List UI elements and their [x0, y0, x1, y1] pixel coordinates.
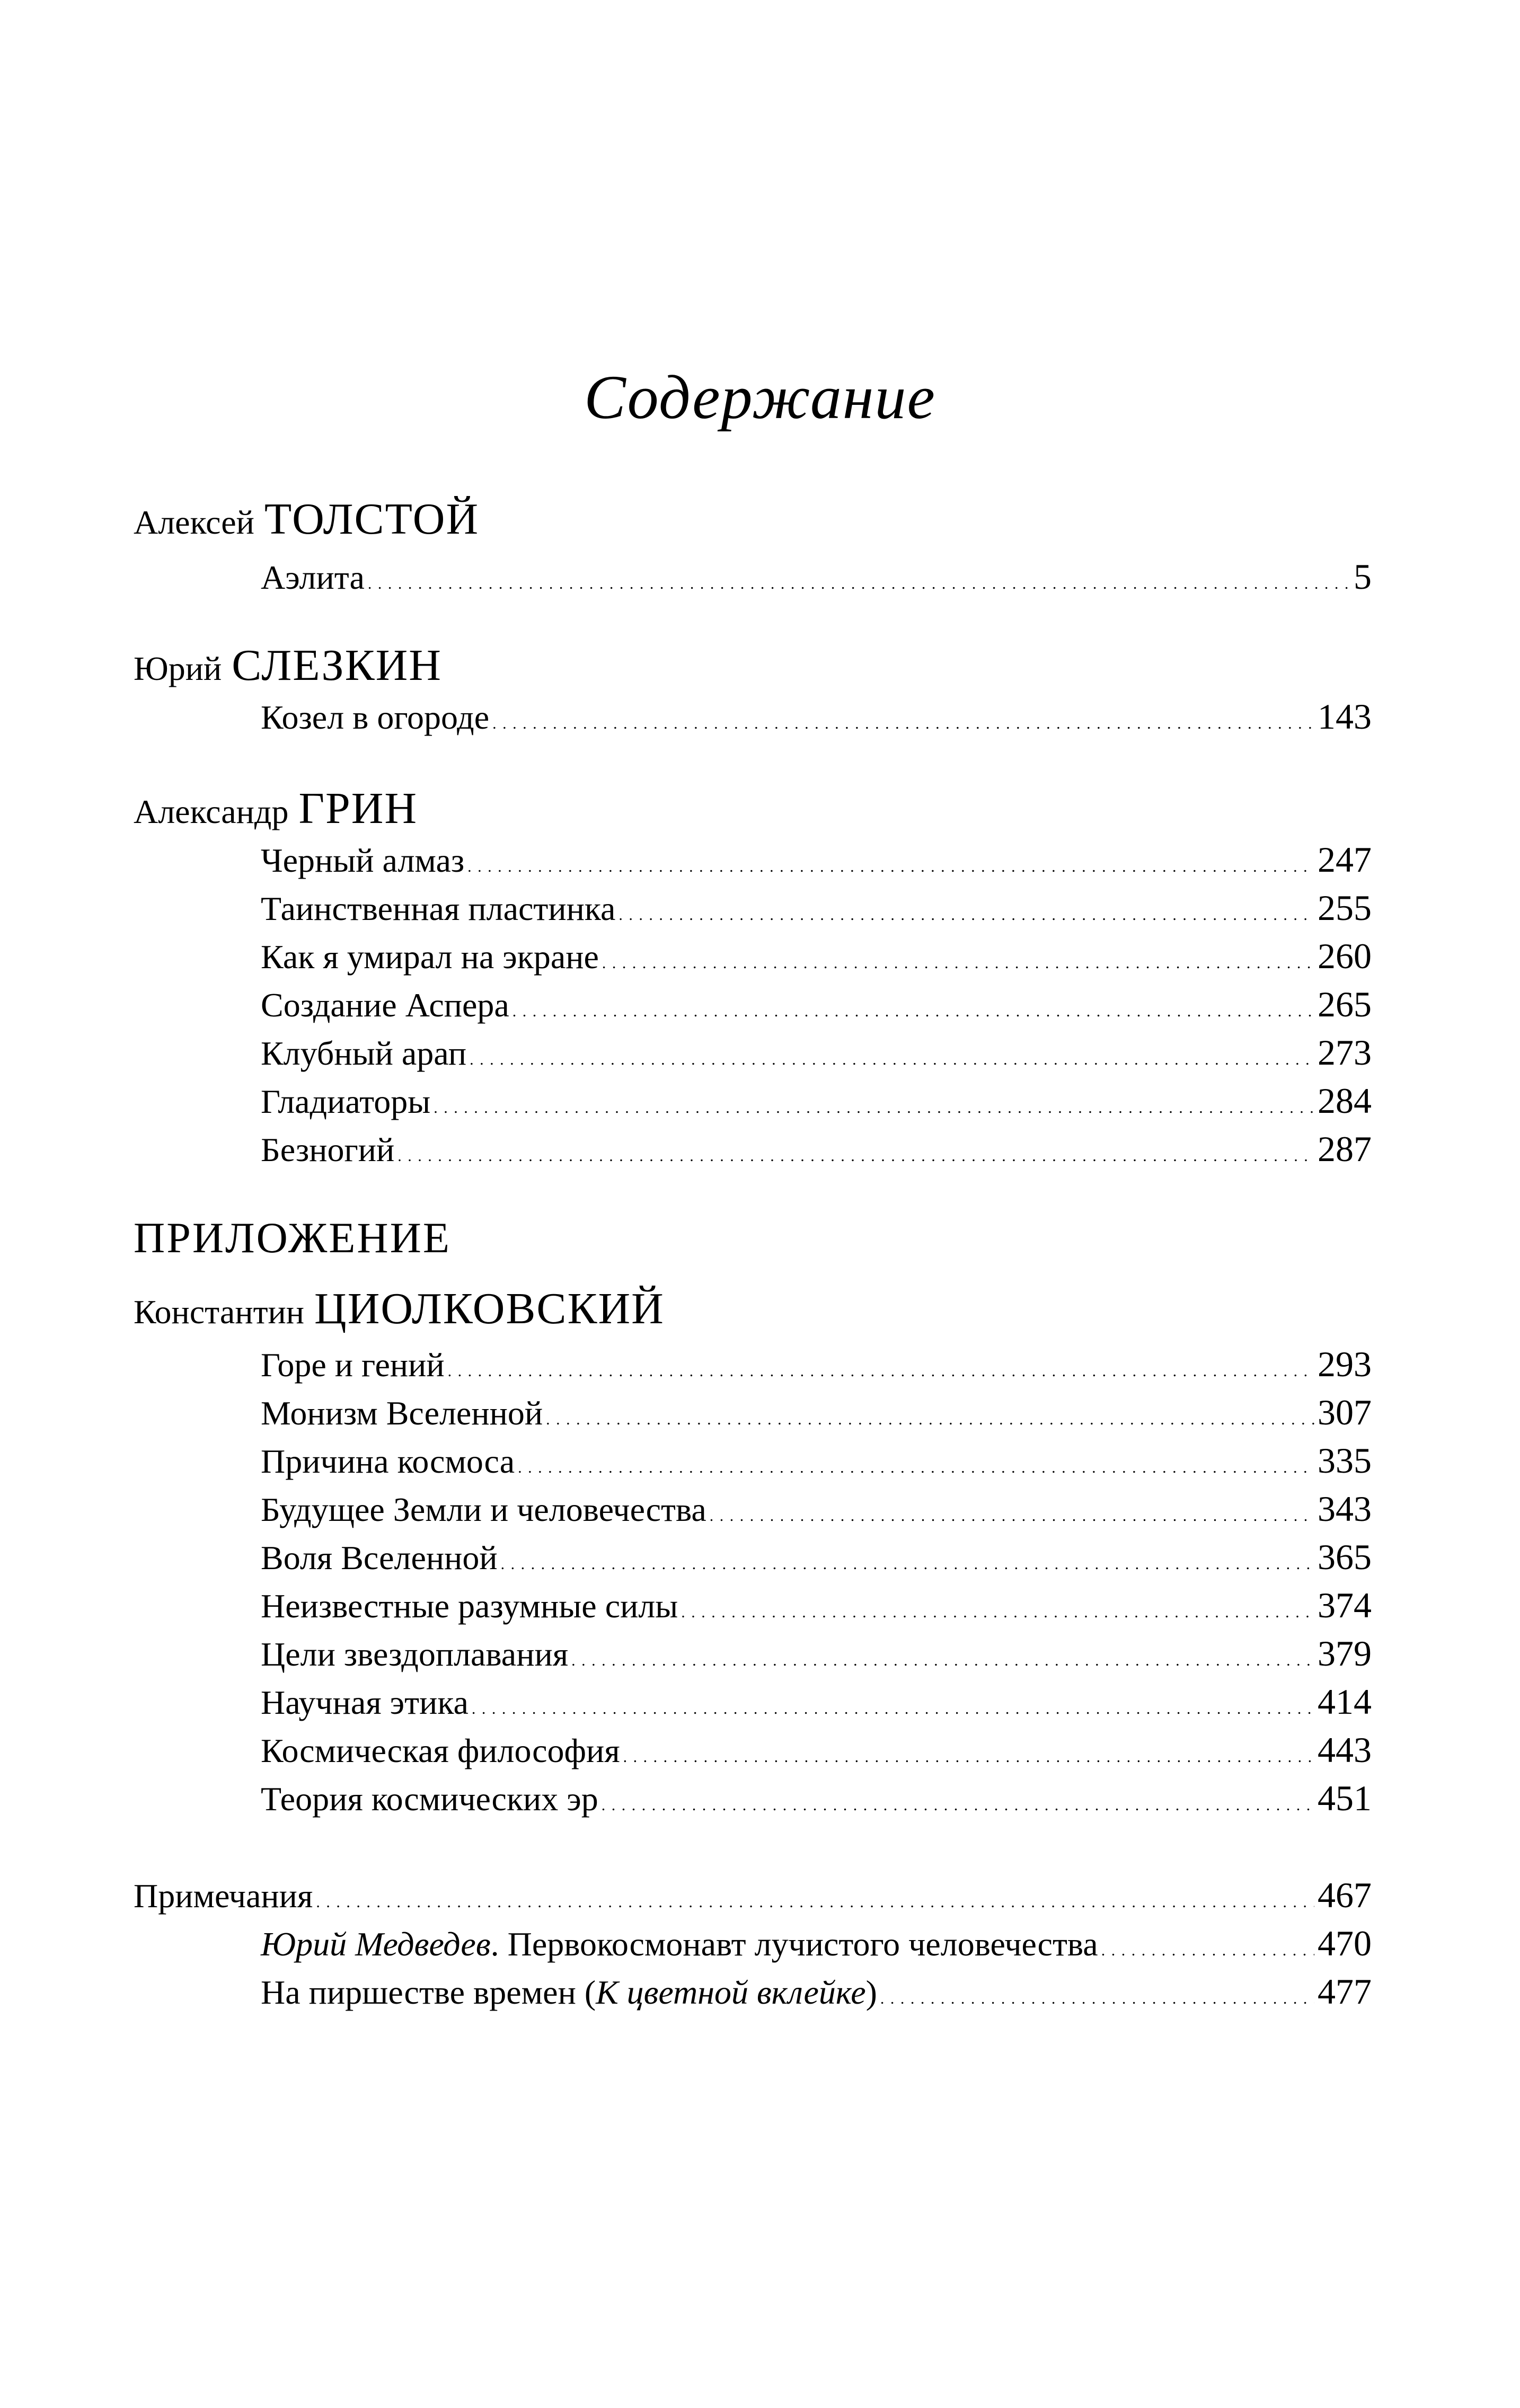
toc-entry[interactable]: [261, 692, 1372, 741]
toc-entry[interactable]: [261, 1725, 1372, 1774]
dot-leader: [880, 1968, 1314, 2023]
author-given-name: Константин: [134, 1293, 305, 1331]
entry-title-italic: К цветной вклейке: [596, 1973, 866, 2011]
entry-title: Воля Вселенной: [261, 1539, 498, 1577]
author-family-name: ГРИН: [298, 784, 418, 833]
entry-title: Черный алмаз: [261, 842, 465, 879]
toc-entry[interactable]: [261, 835, 1372, 884]
entry-page: 335: [1318, 1440, 1372, 1481]
author-family-name: ЦИОЛКОВСКИЙ: [314, 1284, 665, 1333]
toc-entry[interactable]: [261, 1533, 1372, 1581]
entry-page: 5: [1354, 556, 1372, 597]
entry-page: 451: [1318, 1778, 1372, 1818]
toc-entry[interactable]: [261, 1340, 1372, 1388]
author-given-name: Александр: [134, 793, 289, 830]
entry-title: [261, 1968, 877, 2017]
entry-title-text: . Первокосмонавт лучистого человечества: [490, 1925, 1098, 1963]
entry-page: 255: [1318, 888, 1372, 928]
dot-leader: [397, 1126, 1314, 1181]
toc-entry[interactable]: [261, 1677, 1372, 1726]
toc-entry[interactable]: [261, 1484, 1372, 1533]
author-family-name: ТОЛСТОЙ: [264, 494, 480, 544]
entry-page: 467: [1318, 1875, 1372, 1915]
entry-page: 343: [1318, 1489, 1372, 1529]
entry-page: 374: [1318, 1585, 1372, 1625]
dot-leader: [492, 693, 1314, 748]
entry-page: 414: [1318, 1681, 1372, 1722]
entry-page: 443: [1318, 1730, 1372, 1770]
entry-title: Научная этика: [261, 1684, 469, 1721]
toc-entry[interactable]: [261, 1774, 1372, 1822]
entry-author: Юрий Медведев: [261, 1925, 491, 1963]
toc-entry[interactable]: [261, 1388, 1372, 1437]
entry-page: 260: [1318, 936, 1372, 976]
entry-title: Будущее Земли и человечества: [261, 1491, 706, 1528]
toc-entry-medvedev[interactable]: [261, 1919, 1372, 1968]
author-grin: [134, 782, 418, 838]
author-given-name: Алексей: [134, 503, 254, 541]
entry-title: Горе и гений: [261, 1346, 445, 1384]
entry-page: 273: [1318, 1032, 1372, 1073]
entry-page: 287: [1318, 1129, 1372, 1169]
entry-title: Таинственная пластинка: [261, 890, 616, 927]
toc-entry[interactable]: [261, 980, 1372, 1029]
entry-title: Теория космических эр: [261, 1780, 598, 1818]
entry-title: Монизм Вселенной: [261, 1394, 543, 1432]
entry-page: 307: [1318, 1392, 1372, 1432]
entry-title-end: ): [865, 1973, 877, 2011]
appendix-heading: ПРИЛОЖЕНИЕ: [134, 1214, 451, 1262]
entry-title: Неизвестные разумные силы: [261, 1587, 678, 1625]
entry-page: 265: [1318, 984, 1372, 1024]
entry-title: Космическая философия: [261, 1732, 620, 1769]
toc-entry[interactable]: [261, 1076, 1372, 1125]
toc-entry-notes[interactable]: [134, 1871, 1372, 1919]
entry-title: Причина космоса: [261, 1442, 515, 1480]
entry-title: Цели звездоплавания: [261, 1635, 569, 1673]
toc-entry-feast[interactable]: [261, 1967, 1372, 2016]
author-family-name: СЛЕЗКИН: [232, 641, 442, 690]
toc-entry[interactable]: [261, 1125, 1372, 1173]
entry-page: 379: [1318, 1633, 1372, 1674]
toc-entry[interactable]: [261, 932, 1372, 980]
dot-leader: [602, 1775, 1314, 1830]
entry-page: 365: [1318, 1537, 1372, 1577]
toc-entry[interactable]: [261, 1028, 1372, 1077]
entry-page: 293: [1318, 1344, 1372, 1384]
entry-title: Создание Аспера: [261, 986, 509, 1024]
author-given-name: Юрий: [134, 650, 222, 687]
entry-page: 247: [1318, 839, 1372, 880]
entry-title: Как я умирал на экране: [261, 938, 599, 976]
entry-title: Гладиаторы: [261, 1083, 431, 1120]
author-tsiolkovsky: [134, 1282, 665, 1339]
entry-page: 470: [1318, 1923, 1372, 1963]
page-title: Содержание: [584, 362, 936, 432]
entry-page: 143: [1318, 696, 1372, 737]
dot-leader: [368, 553, 1350, 608]
entry-page: 284: [1318, 1081, 1372, 1121]
entry-title: Козел в огороде: [261, 698, 490, 736]
toc-entry[interactable]: [261, 1436, 1372, 1485]
entry-page: 477: [1318, 1971, 1372, 2012]
entry-title: Безногий: [261, 1131, 395, 1168]
author-tolstoy: [134, 493, 479, 549]
entry-title: Аэлита: [261, 559, 365, 596]
entry-title: Примечания: [134, 1877, 313, 1915]
toc-entry[interactable]: [261, 883, 1372, 932]
toc-entry[interactable]: [261, 1581, 1372, 1630]
toc-entry[interactable]: [261, 552, 1372, 601]
toc-entry[interactable]: [261, 1629, 1372, 1678]
entry-title: [261, 1920, 1098, 1969]
entry-title-start: На пиршестве времен (: [261, 1973, 596, 2011]
author-slezkin: [134, 639, 442, 695]
entry-title: Клубный арап: [261, 1034, 467, 1072]
